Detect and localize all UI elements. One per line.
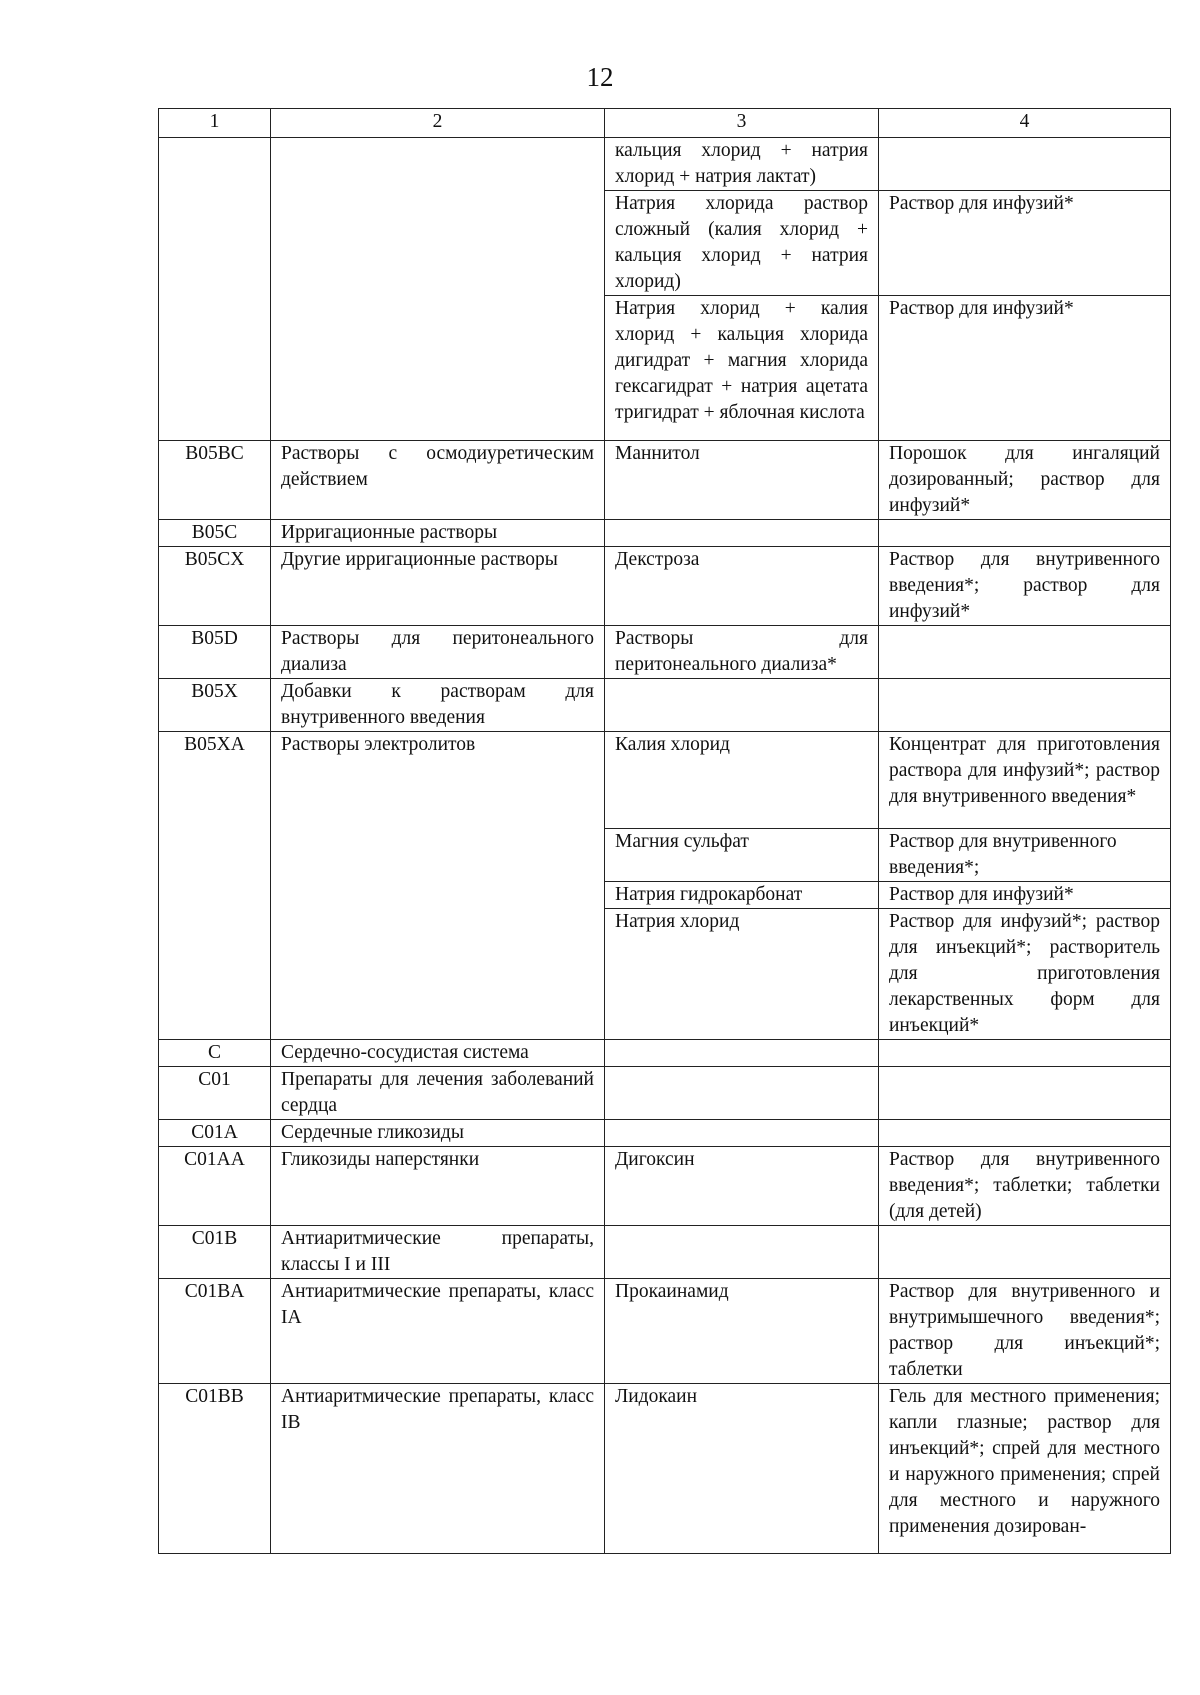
dosage-form-cell: Раствор для инфузий* xyxy=(879,296,1171,441)
table-row xyxy=(159,626,1171,679)
column-header: 4 xyxy=(879,109,1171,138)
drug-name-cell: Натрия хлорид + калия хлорид + кальция хлорида дигидрат + магния хлорида гексагидрат + натрия ацетата тригидрат + яблочная кислота xyxy=(605,296,879,441)
group-name-cell: Антиаритмические препараты, класс IB xyxy=(271,1384,605,1554)
group-name-cell: Гликозиды наперстянки xyxy=(271,1147,605,1226)
atc-code-cell: B05X xyxy=(159,679,271,732)
drug-name-cell xyxy=(605,1067,879,1120)
group-name-cell: Антиаритмические препараты, класс IA xyxy=(271,1279,605,1384)
dosage-form-cell: Раствор для внутривенного и внутримышечного введения*; раствор для инъекций*; таблетки xyxy=(879,1279,1171,1384)
table-row xyxy=(159,732,1171,829)
column-header: 2 xyxy=(271,109,605,138)
dosage-form-cell: Концентрат для приготовления раствора для инфузий*; раствор для внутривенного введения* xyxy=(879,732,1171,829)
dosage-form-cell: Гель для местного применения; капли глазные; раствор для инъекций*; спрей для местного и наружного применения; спрей для местного и наружного применения дозирован- xyxy=(879,1384,1171,1554)
table-header-row xyxy=(159,109,1171,138)
atc-code-cell: C01BB xyxy=(159,1384,271,1554)
page-number: 12 xyxy=(586,62,614,92)
table-row xyxy=(159,1040,1171,1067)
atc-code-cell: B05CX xyxy=(159,547,271,626)
dosage-form-cell xyxy=(879,138,1171,191)
drug-name-cell xyxy=(605,679,879,732)
table-row xyxy=(159,547,1171,626)
atc-code-cell: B05XA xyxy=(159,732,271,1040)
drug-name-cell: Калия хлорид xyxy=(605,732,879,829)
dosage-form-cell: Раствор для инфузий* xyxy=(879,191,1171,296)
dosage-form-cell: Раствор для инфузий* xyxy=(879,882,1171,909)
drug-name-cell: Декстроза xyxy=(605,547,879,626)
drug-name-cell: Натрия хлорид xyxy=(605,909,879,1040)
column-header: 3 xyxy=(605,109,879,138)
table-row xyxy=(159,1279,1171,1384)
table-row xyxy=(159,1067,1171,1120)
atc-code-cell xyxy=(159,138,271,441)
dosage-form-cell xyxy=(879,1067,1171,1120)
atc-code-cell: B05C xyxy=(159,520,271,547)
drug-name-cell: Маннитол xyxy=(605,441,879,520)
group-name-cell: Препараты для лечения заболеваний сердца xyxy=(271,1067,605,1120)
atc-code-cell: C xyxy=(159,1040,271,1067)
atc-code-cell: B05BC xyxy=(159,441,271,520)
table-row xyxy=(159,1226,1171,1279)
group-name-cell: Антиаритмические препараты, классы I и III xyxy=(271,1226,605,1279)
table-row xyxy=(159,520,1171,547)
drug-name-cell: Дигоксин xyxy=(605,1147,879,1226)
drug-name-cell: кальция хлорид + натрия хлорид + натрия лактат) xyxy=(605,138,879,191)
table-row xyxy=(159,138,1171,191)
group-name-cell: Растворы с осмодиуретическим действием xyxy=(271,441,605,520)
drug-name-cell: Натрия хлорида раствор сложный (калия хлорид + кальция хлорид + натрия хлорид) xyxy=(605,191,879,296)
atc-code-cell: C01 xyxy=(159,1067,271,1120)
dosage-form-cell xyxy=(879,520,1171,547)
table-row xyxy=(159,679,1171,732)
table-row xyxy=(159,1147,1171,1226)
dosage-form-cell: Раствор для инфузий*; раствор для инъекций*; растворитель для приготовления лекарственных форм для инъекций* xyxy=(879,909,1171,1040)
dosage-form-cell xyxy=(879,679,1171,732)
dosage-form-cell xyxy=(879,1226,1171,1279)
drug-name-cell: Натрия гидрокарбонат xyxy=(605,882,879,909)
dosage-form-cell xyxy=(879,1120,1171,1147)
drug-name-cell: Лидокаин xyxy=(605,1384,879,1554)
atc-code-cell: C01BA xyxy=(159,1279,271,1384)
dosage-form-cell: Раствор для внутривенного введения*; таблетки; таблетки (для детей) xyxy=(879,1147,1171,1226)
dosage-form-cell xyxy=(879,1040,1171,1067)
group-name-cell: Растворы электролитов xyxy=(271,732,605,1040)
atc-code-cell: C01B xyxy=(159,1226,271,1279)
drug-name-cell: Прокаинамид xyxy=(605,1279,879,1384)
drug-name-cell xyxy=(605,1040,879,1067)
group-name-cell: Сердечно-сосудистая система xyxy=(271,1040,605,1067)
table-row xyxy=(159,1120,1171,1147)
group-name-cell: Добавки к растворам для внутривенного введения xyxy=(271,679,605,732)
drug-name-cell xyxy=(605,520,879,547)
group-name-cell: Сердечные гликозиды xyxy=(271,1120,605,1147)
drug-name-cell xyxy=(605,1120,879,1147)
table-row xyxy=(159,441,1171,520)
dosage-form-cell: Раствор для внутривенного введения*; xyxy=(879,829,1171,882)
table-row xyxy=(159,1384,1171,1554)
group-name-cell: Ирригационные растворы xyxy=(271,520,605,547)
dosage-form-cell xyxy=(879,626,1171,679)
atc-code-cell: B05D xyxy=(159,626,271,679)
atc-code-cell: C01A xyxy=(159,1120,271,1147)
drug-name-cell: Магния сульфат xyxy=(605,829,879,882)
atc-code-cell: C01AA xyxy=(159,1147,271,1226)
dosage-form-cell: Раствор для внутривенного введения*; раствор для инфузий* xyxy=(879,547,1171,626)
dosage-form-cell: Порошок для ингаляций дозированный; раствор для инфузий* xyxy=(879,441,1171,520)
drug-name-cell xyxy=(605,1226,879,1279)
drug-classification-table xyxy=(158,108,1171,1554)
group-name-cell: Другие ирригационные растворы xyxy=(271,547,605,626)
group-name-cell: Растворы для перитонеального диализа xyxy=(271,626,605,679)
drug-name-cell: Растворы для перитонеального диализа* xyxy=(605,626,879,679)
column-header: 1 xyxy=(159,109,271,138)
group-name-cell xyxy=(271,138,605,441)
